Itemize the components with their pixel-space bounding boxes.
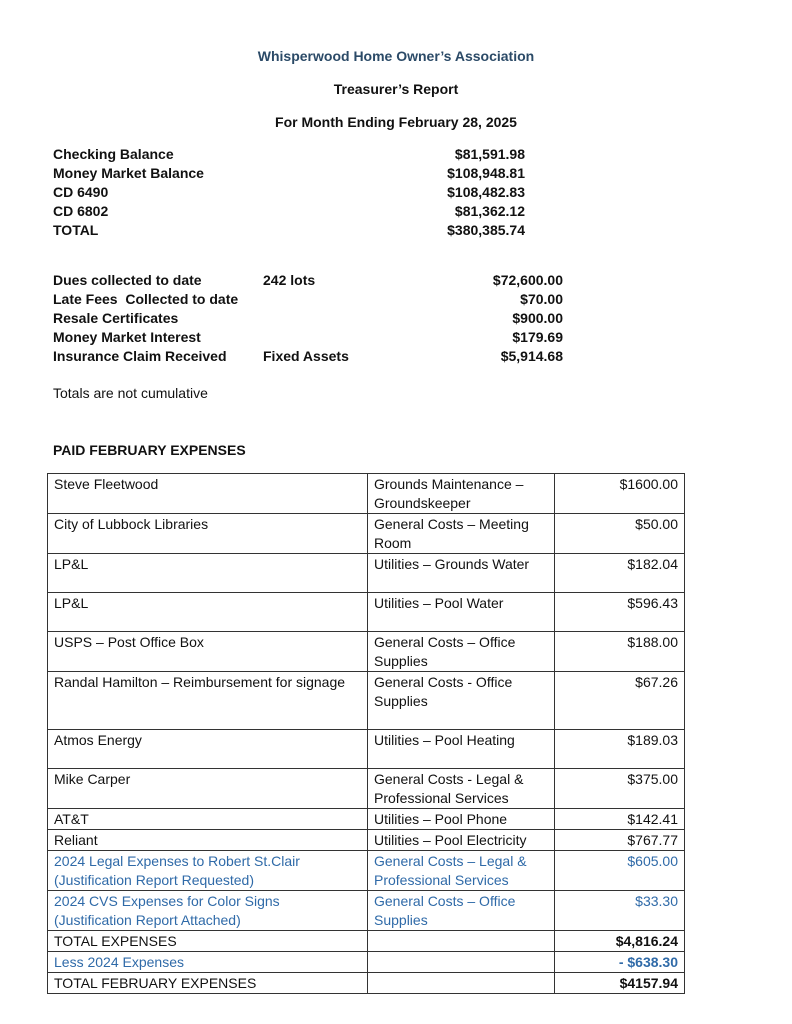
expense-payee: 2024 CVS Expenses for Color Signs (Justification Report Attached): [48, 891, 368, 931]
total-expenses-label: TOTAL EXPENSES: [48, 931, 368, 952]
expense-payee: Steve Fleetwood: [48, 474, 368, 514]
income-label: Insurance Claim Received: [53, 348, 227, 364]
balance-amount: $81,362.12: [454, 203, 525, 219]
table-row: [48, 769, 685, 809]
expense-payee: Randal Hamilton – Reimbursement for signage: [48, 672, 368, 730]
balance-row: [53, 164, 533, 183]
expense-amount: $189.03: [555, 730, 685, 769]
expense-amount: $375.00: [555, 769, 685, 809]
expense-category: General Costs – Legal & Professional Services: [368, 851, 555, 891]
expense-amount: $596.43: [555, 593, 685, 632]
table-row: [48, 891, 685, 931]
table-row: [48, 809, 685, 830]
expense-category: Utilities – Pool Phone: [368, 809, 555, 830]
table-row: [48, 554, 685, 593]
income-label: Money Market Interest: [53, 329, 201, 345]
expense-payee: Reliant: [48, 830, 368, 851]
income-note: Fixed Assets: [263, 348, 349, 364]
income-row: [53, 309, 573, 328]
income-row: [53, 290, 573, 309]
totals-note: Totals are not cumulative: [53, 385, 208, 401]
income-label: Dues collected to date: [53, 272, 202, 288]
balance-label: CD 6490: [53, 184, 109, 200]
balance-amount: $108,948.81: [447, 165, 525, 181]
balance-label: Checking Balance: [53, 146, 174, 162]
report-title: Treasurer’s Report: [333, 81, 459, 97]
expense-category: Utilities – Grounds Water: [368, 554, 555, 593]
expense-amount: $1600.00: [555, 474, 685, 514]
expense-category: General Costs – Office Supplies: [368, 891, 555, 931]
income-label: Late Fees Collected to date: [53, 291, 239, 307]
expense-category: Utilities – Pool Water: [368, 593, 555, 632]
income-note: 242 lots: [263, 272, 316, 288]
income-row: [53, 347, 573, 366]
expense-payee: USPS – Post Office Box: [48, 632, 368, 672]
income-section: [53, 271, 573, 366]
income-row: [53, 328, 573, 347]
balance-label: TOTAL: [53, 222, 99, 238]
total-expenses-row: [48, 931, 685, 952]
income-amount: $5,914.68: [500, 348, 563, 364]
expense-amount: $188.00: [555, 632, 685, 672]
expense-payee: 2024 Legal Expenses to Robert St.Clair (Justification Report Requested): [48, 851, 368, 891]
balances-section: [53, 145, 533, 240]
total-february-amount: $4157.94: [555, 973, 685, 994]
expense-amount: $767.77: [555, 830, 685, 851]
balance-amount: $108,482.83: [447, 184, 525, 200]
expenses-table: [47, 473, 685, 994]
expense-category: Utilities – Pool Electricity: [368, 830, 555, 851]
expense-payee: LP&L: [48, 593, 368, 632]
balance-label: Money Market Balance: [53, 165, 204, 181]
expense-payee: AT&T: [48, 809, 368, 830]
table-row: [48, 851, 685, 891]
income-amount: $900.00: [512, 310, 563, 326]
expense-payee: City of Lubbock Libraries: [48, 514, 368, 554]
association-title: Whisperwood Home Owner’s Association: [257, 48, 535, 64]
expense-category: Utilities – Pool Heating: [368, 730, 555, 769]
income-amount: $72,600.00: [492, 272, 563, 288]
less-2024-row: [48, 952, 685, 973]
total-february-label: TOTAL FEBRUARY EXPENSES: [48, 973, 368, 994]
table-row: [48, 514, 685, 554]
expense-category: General Costs – Office Supplies: [368, 632, 555, 672]
total-february-row: [48, 973, 685, 994]
table-row: [48, 672, 685, 730]
expense-amount: $605.00: [555, 851, 685, 891]
less-2024-amount: - $638.30: [555, 952, 685, 973]
expense-amount: $50.00: [555, 514, 685, 554]
expense-amount: $142.41: [555, 809, 685, 830]
table-row: [48, 730, 685, 769]
expense-payee: Mike Carper: [48, 769, 368, 809]
less-2024-label: Less 2024 Expenses: [48, 952, 368, 973]
income-row: [53, 271, 573, 290]
table-row: [48, 474, 685, 514]
table-row: [48, 830, 685, 851]
expense-amount: $182.04: [555, 554, 685, 593]
balance-row: [53, 145, 533, 164]
balance-amount: $380,385.74: [447, 222, 525, 238]
expense-category: General Costs – Meeting Room: [368, 514, 555, 554]
expense-payee: LP&L: [48, 554, 368, 593]
expense-category: General Costs - Legal & Professional Services: [368, 769, 555, 809]
income-label: Resale Certificates: [53, 310, 179, 326]
expense-amount: $67.26: [555, 672, 685, 730]
expense-payee: Atmos Energy: [48, 730, 368, 769]
balance-label: CD 6802: [53, 203, 109, 219]
expense-category: General Costs - Office Supplies: [368, 672, 555, 730]
balance-row: [53, 202, 533, 221]
income-amount: $70.00: [520, 291, 563, 307]
balance-amount: $81,591.98: [454, 146, 525, 162]
table-row: [48, 593, 685, 632]
balance-row: [53, 183, 533, 202]
report-period: For Month Ending February 28, 2025: [275, 114, 517, 130]
total-expenses-amount: $4,816.24: [555, 931, 685, 952]
balance-total-row: [53, 221, 533, 240]
table-row: [48, 632, 685, 672]
expense-amount: $33.30: [555, 891, 685, 931]
expense-category: Grounds Maintenance – Groundskeeper: [368, 474, 555, 514]
income-amount: $179.69: [512, 329, 563, 345]
expenses-heading: PAID FEBRUARY EXPENSES: [53, 442, 246, 458]
